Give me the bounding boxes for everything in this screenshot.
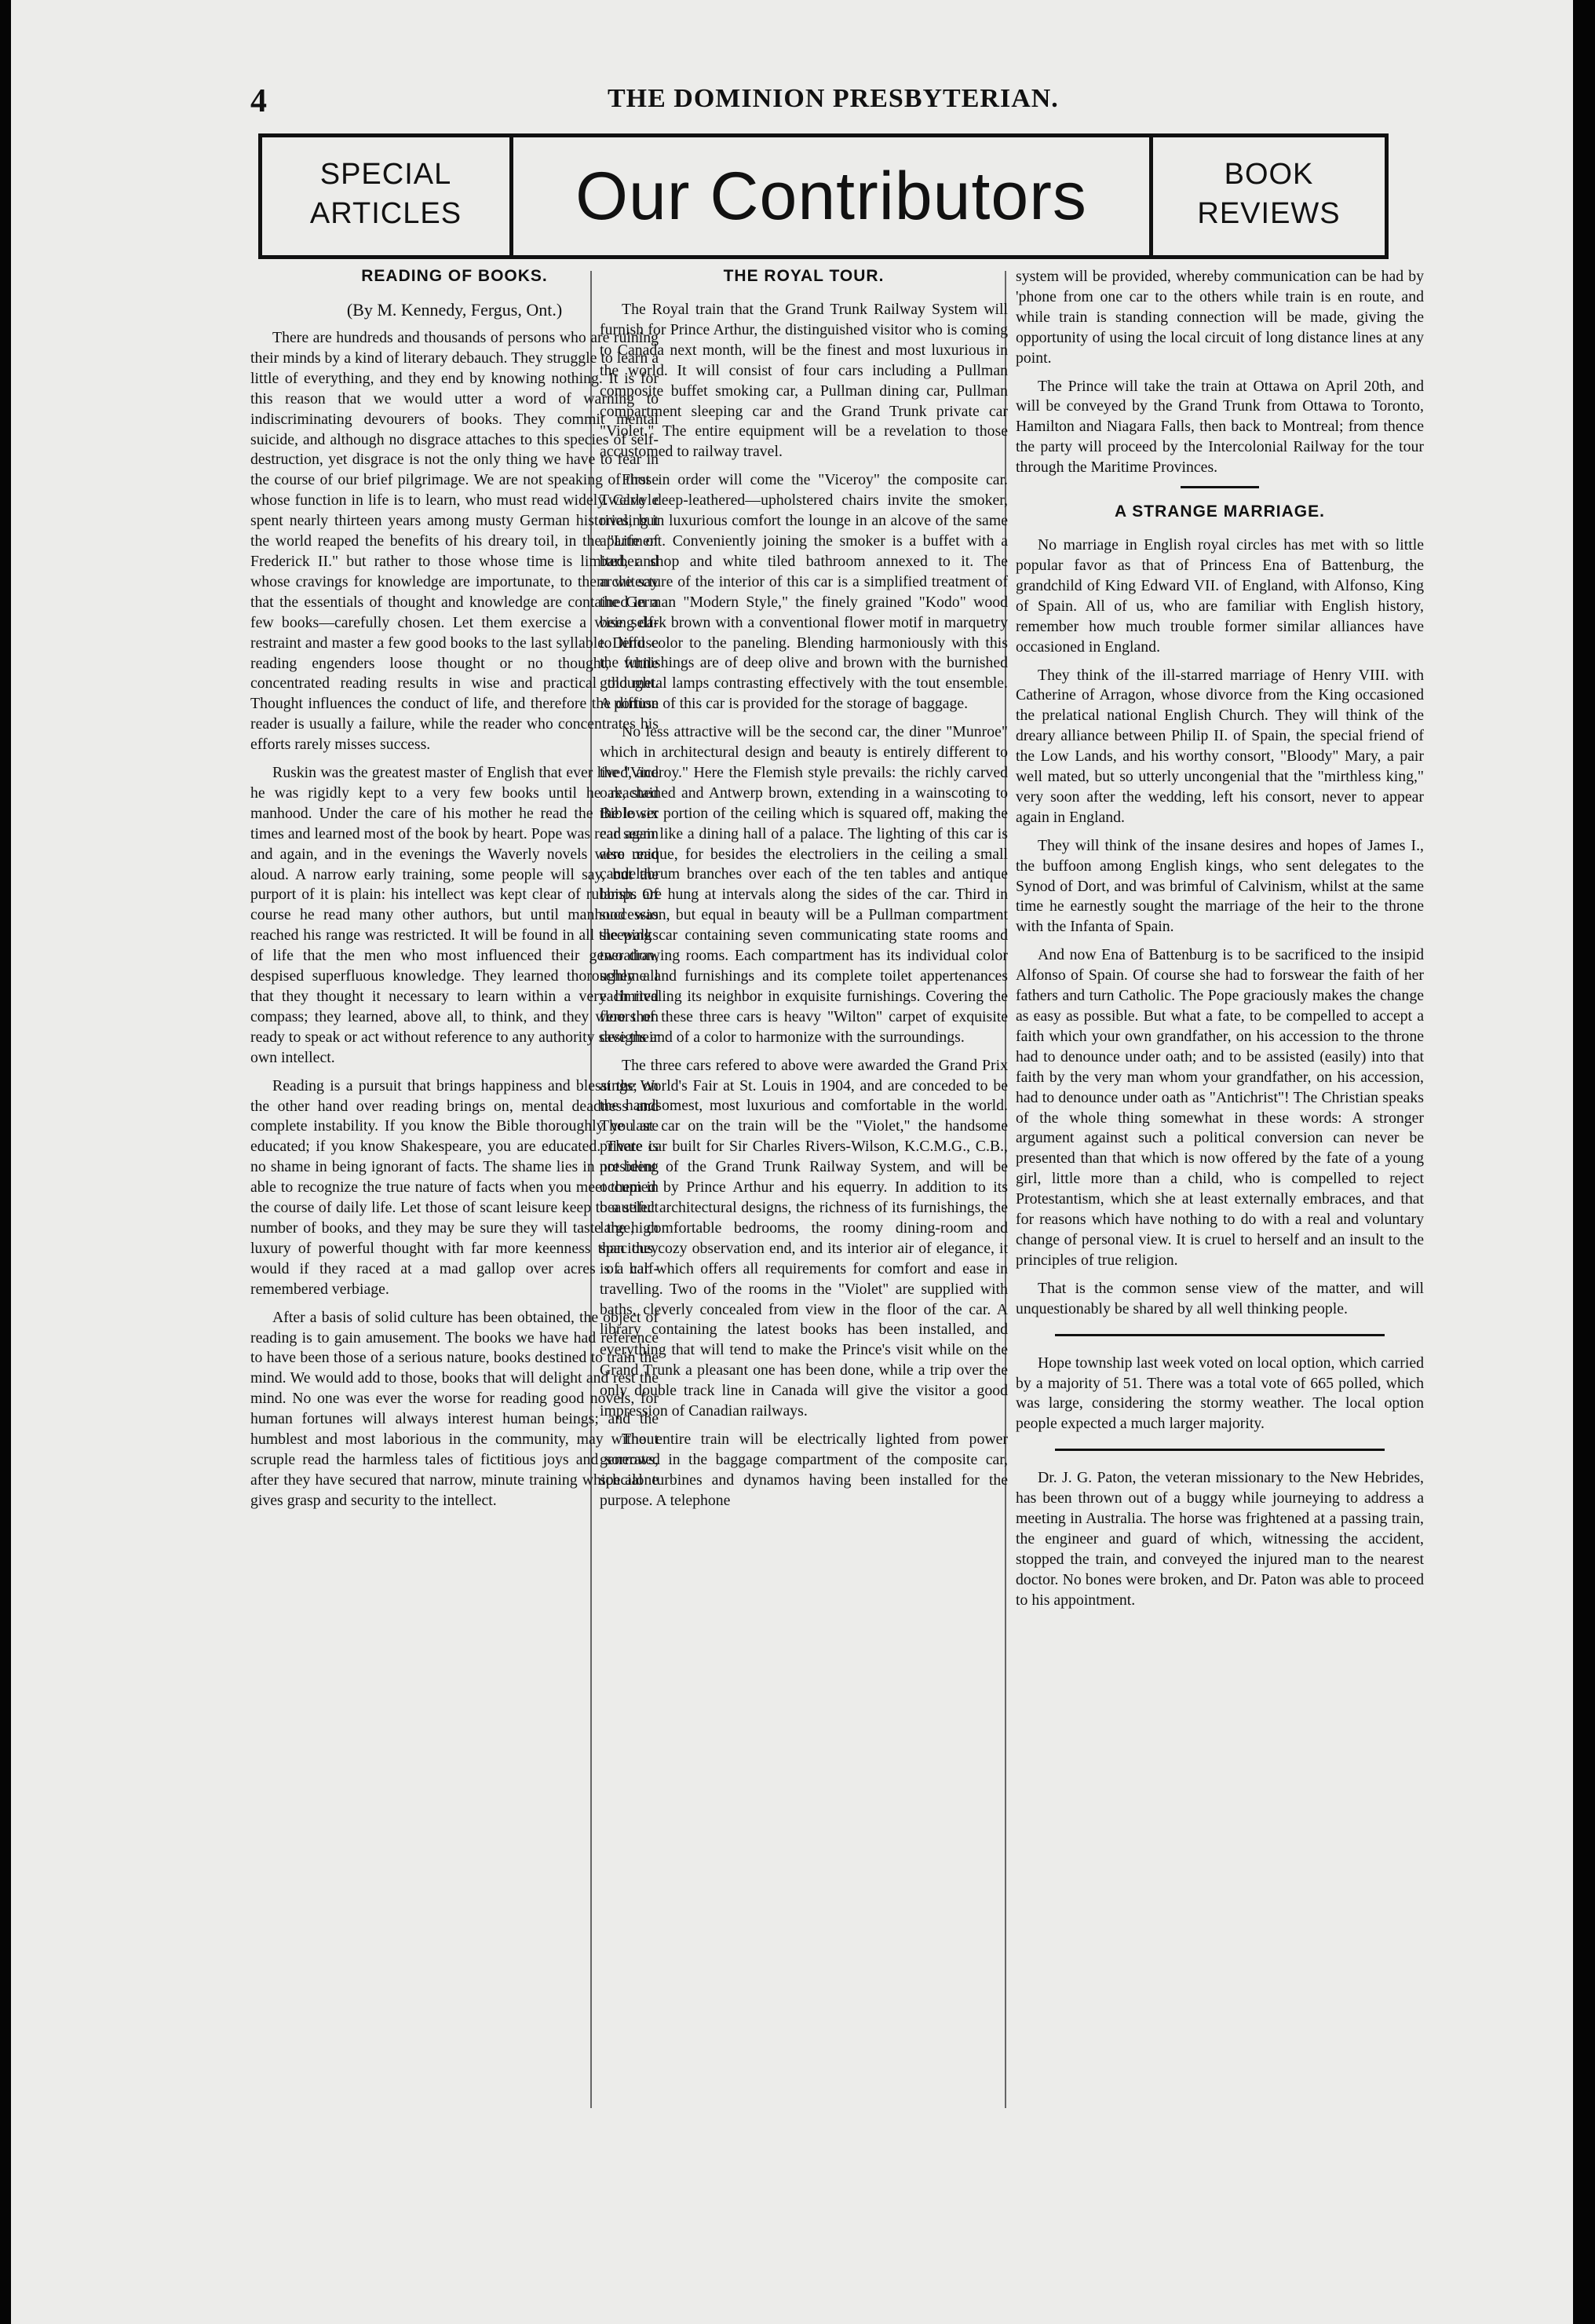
article-paragraph: Ruskin was the greatest master of English that ever lived, and he was rigidly kept to a very few books until he reached manhood. Under the care of his mother he read the Bible six times and learned most of the book by heart. Pope was read again and again, and in the evenings the Waverly novels were read aloud. A narrow early training, some people will say, but the purport of it is plain: his intellect was kept clear of rubbish. Of course he read many other authors, but until manhood was reached his range was restricted. It will be found in all the walks of life that the men who most influenced their generation, despised superfluous knowledge. They learned thoroughly all that they thought it necessary to learn within a very limited compass; they learned, above all, to think, and they were then ready to speak or act without reference to any authority save their own intellect. bbox=[250, 764, 659, 1066]
article-heading: A STRANGE MARRIAGE. bbox=[1115, 502, 1325, 521]
column-reading-of-books bbox=[250, 267, 659, 1519]
article-paragraph: The entire train will be electrically lighted from power generated in the baggage compartment of the composite car, special turbines and dynamos having been installed for the purpose. A telephone bbox=[600, 1430, 1008, 1509]
section-divider bbox=[1055, 1449, 1385, 1451]
scan-edge-right bbox=[1573, 0, 1595, 2324]
journal-title: THE DOMINION PRESBYTERIAN. bbox=[608, 84, 1059, 113]
article-paragraph: The three cars refered to above were awarded the Grand Prix at the World's Fair at St. Louis in 1904, and are conceded to be the handsomest, most luxurious and comfortable in the world. The last car on the train will be the "Violet," the handsome private car built for Sir Charles Rivers-Wilson, K.C.M.G., C.B., president of the Grand Trunk Railway System, and will be occupied by Prince Arthur and his equerry. In addition to its beautiful architectural designs, the richness of its furnishings, the large, comfortable bedrooms, the roomy dining-room and spacious cozy observation end, and its interior air of elegance, it is a car which offers all requirements for comfort and ease in travelling. Two of the rooms in the "Violet" are supplied with baths, cleverly concealed from view in the floor of the car. A library containing the latest books has been installed, and everything that will tend to make the Prince's visit while on the Grand Trunk a pleasant one has been done, while a trip over the only double track line in Canada will give the visitor a good impression of Canadian railways. bbox=[600, 1056, 1008, 1420]
banner-center-cell bbox=[513, 137, 1149, 255]
section-title: Our Contributors bbox=[575, 159, 1087, 234]
section-divider bbox=[1055, 1334, 1385, 1336]
article-byline: (By M. Kennedy, Fergus, Ont.) bbox=[346, 300, 563, 320]
banner-right-cell bbox=[1149, 137, 1385, 255]
news-item-dr-paton: Dr. J. G. Paton, the veteran missionary to the New Hebrides, has been thrown out of a buggy while journeying to address a meeting in Australia. The horse was frightened at a passing train, the engineer and guard of which, witnessing the accident, stopped the train, and conveyed the injured man to the nearest doctor. No bones were broken, and Dr. Paton was able to proceed to his appointment. bbox=[1016, 1469, 1424, 1609]
special-articles-label bbox=[262, 137, 509, 233]
article-paragraph: That is the common sense view of the matter, and will unquestionably be shared by all well thinking people. bbox=[1016, 1279, 1424, 1317]
special-label-line1: SPECIAL bbox=[319, 158, 452, 191]
column-royal-tour bbox=[600, 267, 1008, 1519]
news-item-hope-township: Hope township last week voted on local option, which carried by a majority of 51. There was a total vote of 665 polled, which was large, considering the stormy weather. The local option people expected a much larger majority. bbox=[1016, 1354, 1424, 1433]
article-paragraph: They think of the ill-starred marriage of Henry VIII. with Catherine of Arragon, whose divorce from the King occasioned the prelatical national English Church. They will think of the dreary alliance between Philip II. of Spain, the special friend of the Low Lands, and his worthy consort, "Bloody" Mary, a pair well mated, but so utterly uncongenial that the "mirthless king," very soon after the wedding, left his consort, never to appear again in England. bbox=[1016, 666, 1424, 826]
book-label-line1: BOOK bbox=[1224, 158, 1314, 191]
section-banner bbox=[258, 133, 1389, 259]
running-head bbox=[11, 82, 1573, 122]
article-paragraph: No marriage in English royal circles has met with so little popular favor as that of Princess Ena of Battenburg, the grandchild of King Edward VII. of England, with Alfonso, King of Spain. All of us, who are familiar with English history, remember how much trouble former similar alliances have occasioned in England. bbox=[1016, 536, 1424, 656]
book-reviews-label bbox=[1153, 137, 1385, 233]
article-paragraph: There are hundreds and thousands of persons who are ruining their minds by a kind of literary debauch. They struggle to learn a little of everything, and they end by knowing nothing. It is for this reason that we would utter a word of warning to indiscriminating devourers of books. They commit mental suicide, and although no disgrace attaches to this species of self-destruction, yet disgrace is not the only thing we have to fear in the course of our brief pilgrimage. We are not speaking of those whose function in life is to learn, who must read widely. Carlyle spent nearly thirteen years among musty German histories, but the world reaped the benefits of his dreary toil, in the "Life of Frederick II." but rather to those whose time is limited, and whose cravings for knowledge are importunate, to them we say that the essentials of thought and knowledge are contained in a few books—carefully chosen. Let them exercise a wise self-restraint and master a few good books to the last syllable. Diffuse reading engenders loose thought or no thought, while concentrated reading results in wise and practical thought. Thought influences the conduct of life, and therefore the diffuse reader is usually a failure, while the reader who concentrates his efforts rarely misses success. bbox=[250, 329, 659, 754]
scan-edge-left bbox=[0, 0, 11, 2324]
section-divider bbox=[1181, 486, 1259, 488]
article-paragraph-continued: system will be provided, whereby communication can be had by 'phone from one car to the others while train is en route, and while train is standing connection will be made, giving the opportunity of using the local circuit of long distance lines at any point. bbox=[1016, 268, 1424, 367]
article-paragraph: After a basis of solid culture has been obtained, the object of reading is to gain amusement. The books we have had reference to have been those of a serious nature, books destined to train the mind. We would add to those, books that will delight and rest the mind. No one was ever the worse for reading good novels, for human fortunes will always interest human beings; and the humblest and most laborious in the community, may without scruple read the harmless tales of fictitious joys and sorrows, after they have secured that narrow, minute training which alone gives grasp and security to the intellect. bbox=[250, 1308, 659, 1509]
article-heading: READING OF BOOKS. bbox=[361, 267, 548, 285]
article-paragraph: First in order will come the "Viceroy" the composite car. Twelve deep-leathered—upholstered chairs invite the smoker, rivaling in luxurious comfort the lounge in an alcove of the same apartment. Conveniently joining the smoker is a buffet with a barber shop and white tiled bathroom annexed to it. The architecture of the interior of this car is a simplified treatment of the German "Modern Style," the finely grained "Kodo" wood being dark brown with a conventional flower motif in marquetry to lend color to the paneling. Blending harmoniously with this the furnishings are of deep olive and brown with the burnished gold metal lamps contrasting effectively with the tout ensemble. A portion of this car is provided for the storage of baggage. bbox=[600, 471, 1008, 713]
article-paragraph: The Prince will take the train at Ottawa on April 20th, and will be conveyed by the Grand Trunk from Ottawa to Toronto, Hamilton and Niagara Falls, then back to Montreal; from thence the party will proceed by the Intercolonial Railway for the tour through the Maritime Provinces. bbox=[1016, 377, 1424, 477]
page-number: 4 bbox=[250, 83, 267, 119]
article-paragraph: Reading is a pursuit that brings happiness and blessings; on the other hand over reading brings on, mental deadness and complete instability. If you know the Bible thoroughly you are educated; if you know Shakespeare, you are educated. There is no shame in being ignorant of facts. The shame lies in not being able to recognize the true nature of facts when you meet them in the course of daily life. Let those of scant leisure keep to a select number of books, and they may be sure they will taste the high luxury of powerful thought with far more keenness than they would if they raced at a mad gallop over acres of half-remembered verbiage. bbox=[250, 1076, 659, 1298]
article-heading: THE ROYAL TOUR. bbox=[723, 267, 885, 285]
newspaper-page bbox=[11, 0, 1573, 2324]
column-three bbox=[1016, 267, 1424, 1619]
special-label-line2: ARTICLES bbox=[309, 197, 462, 230]
article-paragraph: The Royal train that the Grand Trunk Railway System will furnish for Prince Arthur, the distinguished visitor who is coming to Canada next month, will be the finest and most luxurious in the world. It will consist of four cars including a Pullman composite buffet smoking car, a Pullman dining car, Pullman compartment sleeping car and the Grand Trunk private car "Violet." The entire equipment will be a revelation to those accustomed to railway travel. bbox=[600, 301, 1008, 461]
article-paragraph: No less attractive will be the second car, the diner "Munroe" which in architectural design and beauty is entirely different to the "Viceroy." Here the Flemish style prevails: the richly carved oak, stained and Antwerp brown, extending in a wainscoting to the lower portion of the ceiling which is squared off, making the car seem like a dining hall of a palace. The lighting of this car is also unique, for besides the electroliers in the ceiling a small candelabrum branches over each of the ten tables and antique lamps are hung at intervals along the sides of the car. Third in succession, but equal in beauty will be a Pullman compartment sleeping car containing seven communicating state rooms and two drawing rooms. Each compartment has its individual color scheme and furnishings and its complete toilet appertenances each rivaling its neighbor in exquisite furnishings. Covering the floors of these three cars is heavy "Wilton" carpet of exquisite designs and of a color to harmonize with the surroundings. bbox=[600, 723, 1008, 1046]
article-paragraph: They will think of the insane desires and hopes of James I., the buffoon among English kings, who sent delegates to the Synod of Dort, and was brimful of Calvinism, whilst at the same time he earnestly sought the marriage of the heir to the throne with the Infanta of Spain. bbox=[1016, 836, 1424, 936]
banner-left-cell bbox=[262, 137, 513, 255]
article-paragraph: And now Ena of Battenburg is to be sacrificed to the insipid Alfonso of Spain. Of course she had to forswear the faith of her fathers and turn Catholic. The Pope graciously makes the change as easy as possible. But what a fate, to be compelled to accept a faith which your own grandfather, on his accession to the throne had to denounce under oath; and to be assisted (easily) into that faith by the very man whom your grandfather, on his accession, had to denounce under oath as "Antichrist"! The Christian speaks of the whole thing somewhat in these words: A stronger argument against such a political conversion can never be presented than that which is now offered by the fate of a young girl, little more than a child, who is compelled to reject Protestantism, which she at least externally embraces, and that for reasons which have nothing to do with a real and voluntary change of personal view. It is cruel to herself and an insult to the principles of true religion. bbox=[1016, 946, 1424, 1269]
book-label-line2: REVIEWS bbox=[1197, 197, 1341, 230]
